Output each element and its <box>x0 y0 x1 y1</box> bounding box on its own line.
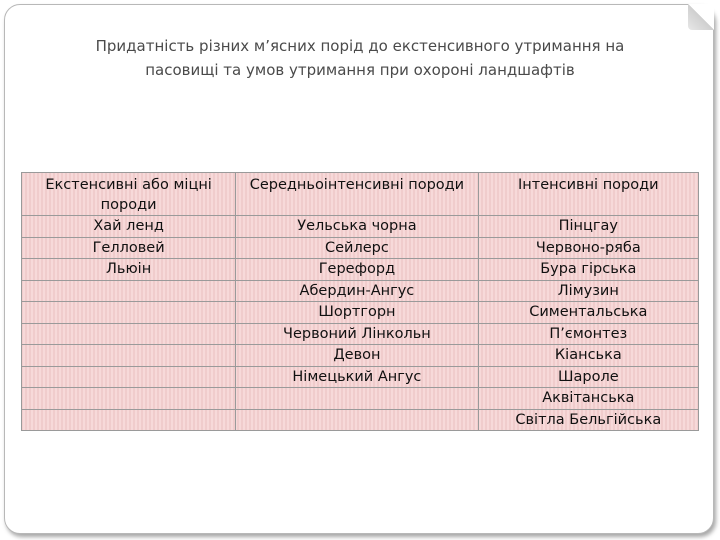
cell-intensive: П’ємонтез <box>478 323 698 345</box>
title-line-1: Придатність різних м’ясних порід до екстенсивного утримання на <box>95 37 625 55</box>
page-curl-corner <box>688 4 714 30</box>
cell-medium-empty <box>236 409 478 431</box>
cell-intensive: Симентальська <box>478 302 698 324</box>
slide-title <box>70 34 650 82</box>
cell-medium: Абердин-Ангус <box>236 280 478 302</box>
table-row <box>22 259 699 281</box>
cell-extensive-empty <box>22 366 236 388</box>
header-medium-line-1: Середньоінтенсивні породи <box>249 177 465 193</box>
cell-extensive-empty <box>22 280 236 302</box>
cell-extensive-empty <box>22 388 236 410</box>
cell-medium: Девон <box>236 345 478 367</box>
cell-intensive: Бура гірська <box>478 259 698 281</box>
cell-medium: Червоний Лінкольн <box>236 323 478 345</box>
table-row <box>22 302 699 324</box>
breeds-table <box>21 172 699 431</box>
cell-medium: Німецький Ангус <box>236 366 478 388</box>
cell-intensive: Лімузин <box>478 280 698 302</box>
table-header-row <box>22 173 699 216</box>
table-row <box>22 366 699 388</box>
header-medium-intensive <box>236 173 478 216</box>
cell-extensive-empty <box>22 345 236 367</box>
header-intensive <box>478 173 698 216</box>
cell-intensive: Червоно-ряба <box>478 237 698 259</box>
table-row <box>22 216 699 238</box>
cell-intensive: Шароле <box>478 366 698 388</box>
table-row <box>22 345 699 367</box>
cell-intensive: Кіанська <box>478 345 698 367</box>
cell-intensive: Світла Бельгійська <box>478 409 698 431</box>
cell-medium: Шортгорн <box>236 302 478 324</box>
cell-extensive-empty <box>22 302 236 324</box>
table-row <box>22 409 699 431</box>
header-intensive-line-1: Інтенсивні породи <box>518 177 659 193</box>
table-row <box>22 280 699 302</box>
cell-extensive-empty <box>22 323 236 345</box>
cell-intensive: Пінцгау <box>478 216 698 238</box>
table-row <box>22 237 699 259</box>
cell-intensive: Аквітанська <box>478 388 698 410</box>
title-line-2: пасовищі та умов утримання при охороні ландшафтів <box>145 61 575 79</box>
header-extensive-line-2: породи <box>100 197 157 213</box>
cell-medium: Герефорд <box>236 259 478 281</box>
table-row <box>22 388 699 410</box>
cell-extensive: Гелловей <box>22 237 236 259</box>
cell-extensive: Льюін <box>22 259 236 281</box>
header-extensive <box>22 173 236 216</box>
header-extensive-line-1: Екстенсивні або міцні <box>45 177 212 193</box>
cell-medium: Уельська чорна <box>236 216 478 238</box>
table-row <box>22 323 699 345</box>
cell-extensive-empty <box>22 409 236 431</box>
cell-medium-empty <box>236 388 478 410</box>
cell-medium: Сейлерс <box>236 237 478 259</box>
cell-extensive: Хай ленд <box>22 216 236 238</box>
